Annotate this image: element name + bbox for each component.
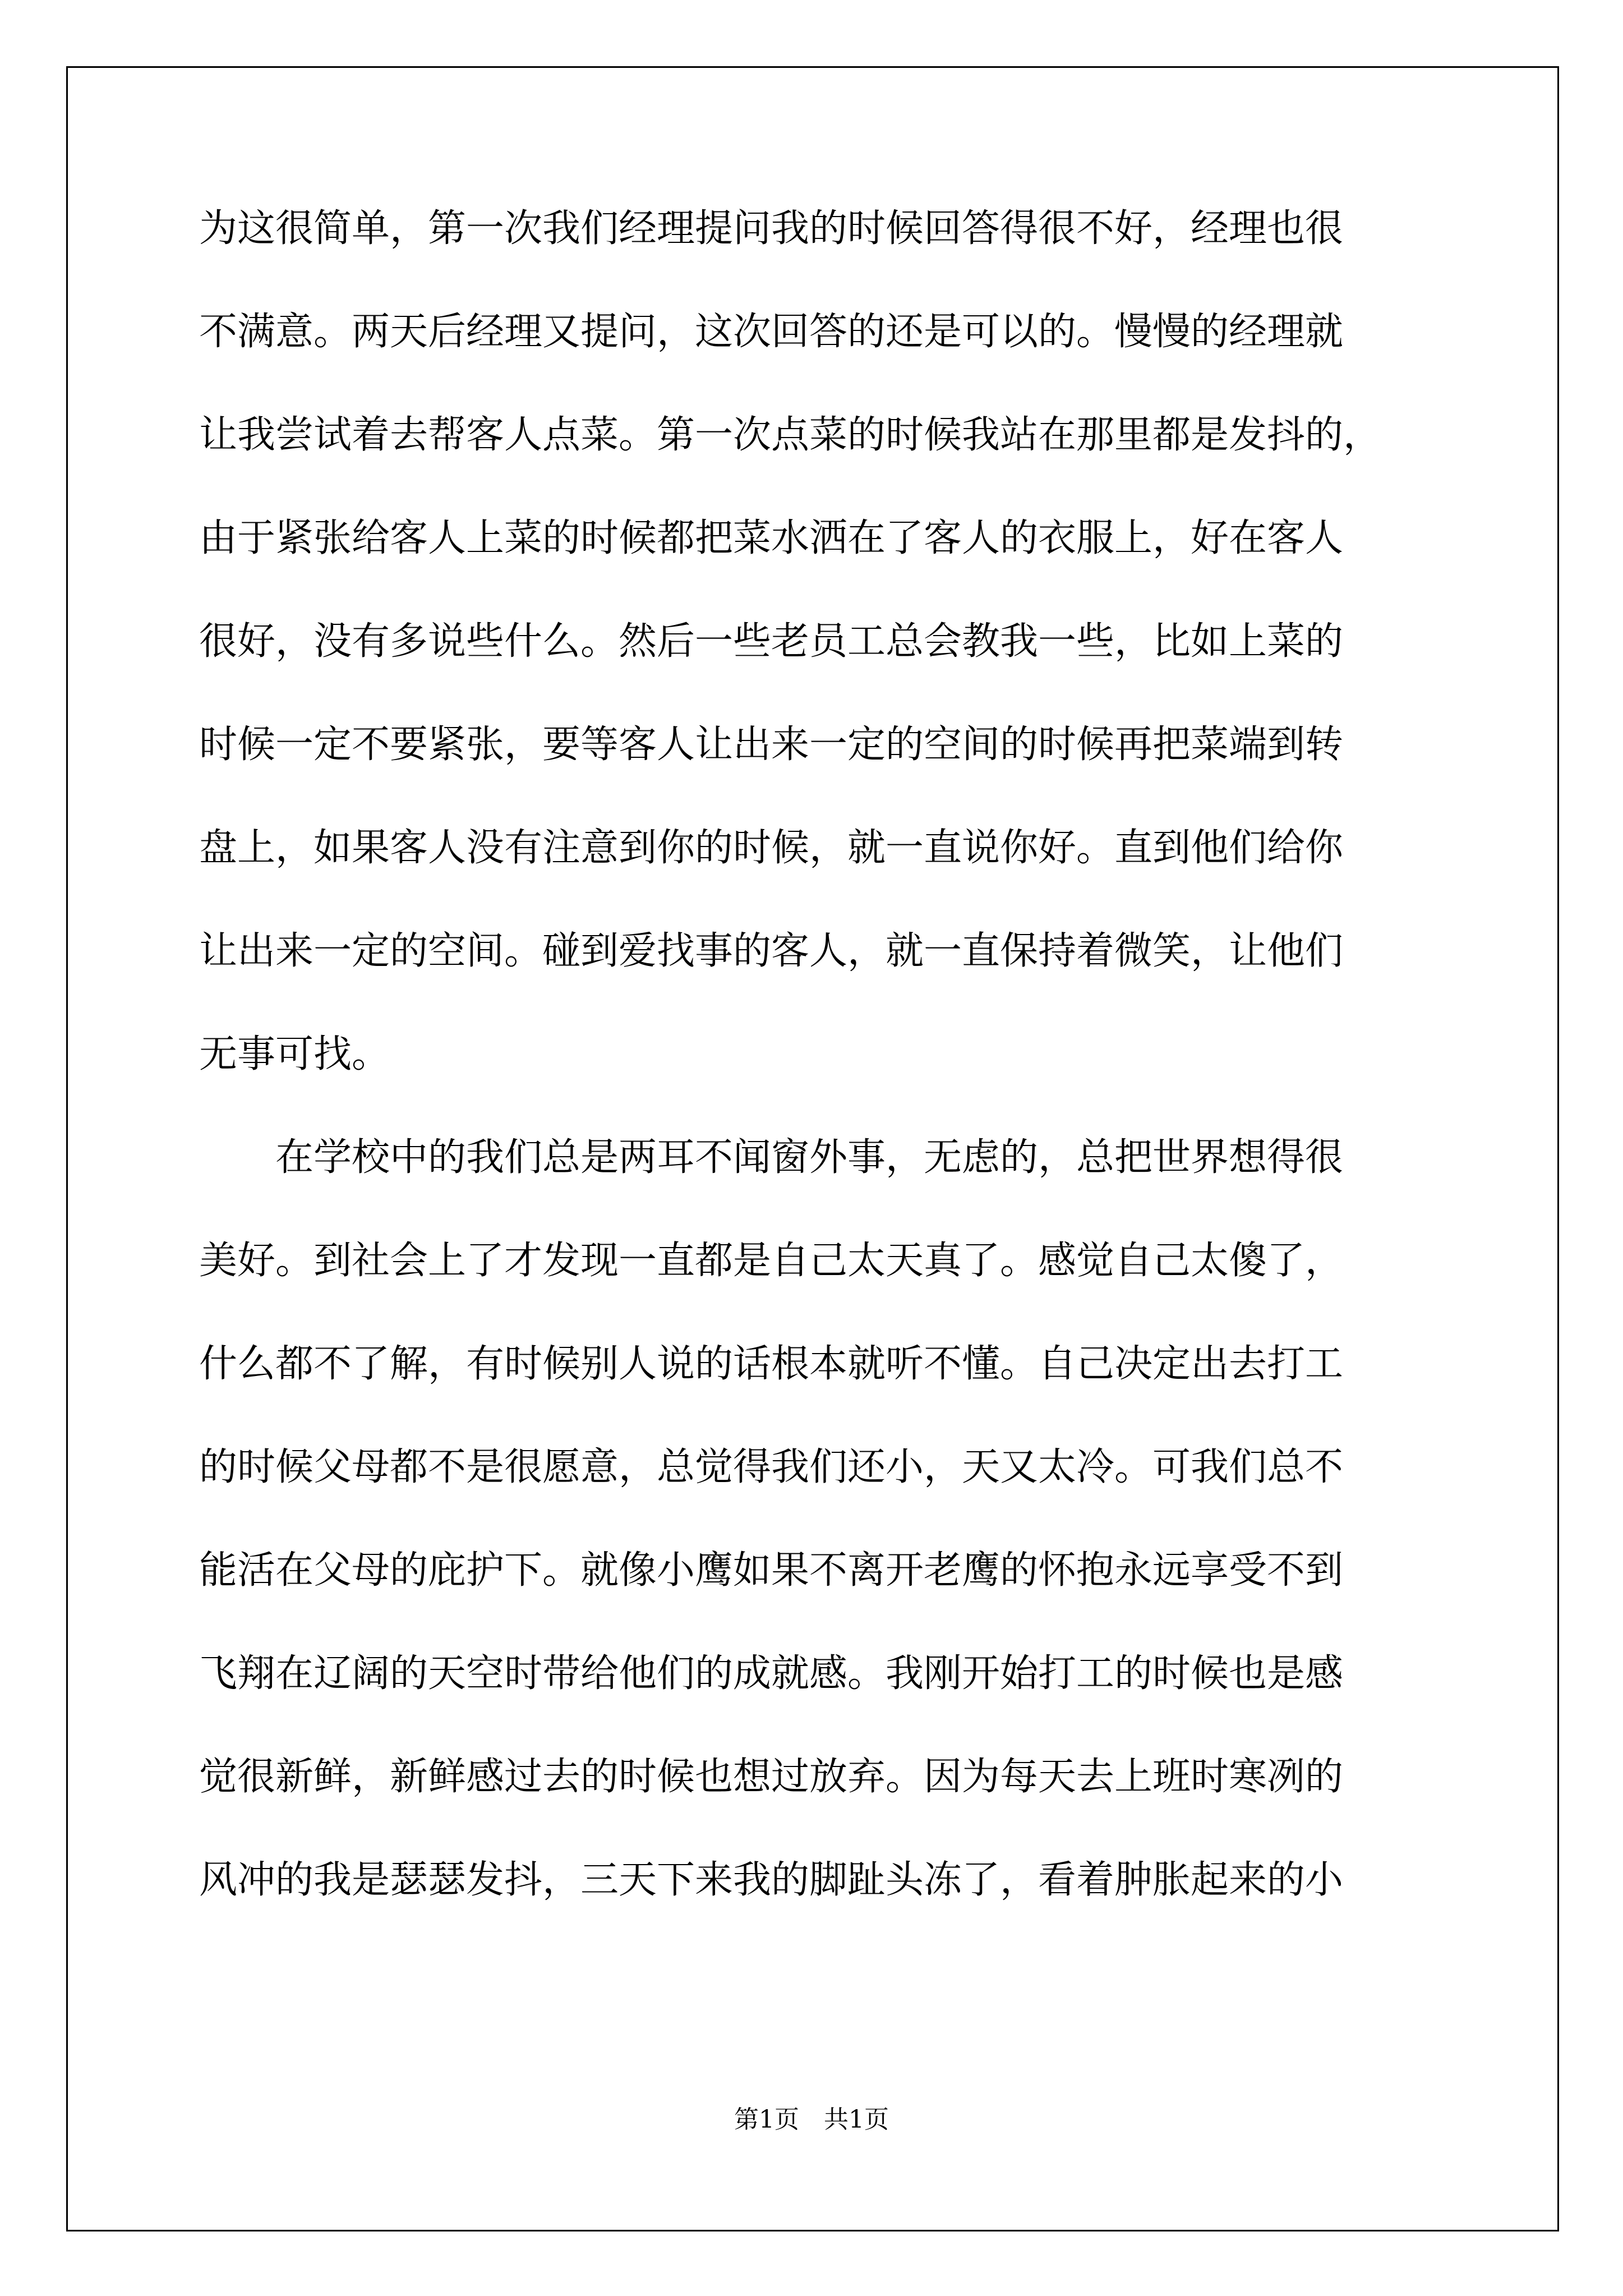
text-line: 时候一定不要紧张，要等客人让出来一定的空间的时候再把菜端到转	[199, 723, 1344, 767]
text-line: 飞翔在辽阔的天空时带给他们的成就感。我刚开始打工的时候也是感	[199, 1651, 1344, 1696]
text-line: 风冲的我是瑟瑟发抖，三天下来我的脚趾头冻了，看着肿胀起来的小	[199, 1858, 1344, 1902]
text-line: 很好，没有多说些什么。然后一些老员工总会教我一些，比如上菜的	[199, 619, 1344, 664]
text-line: 什么都不了解，有时候别人说的话根本就听不懂。自己决定出去打工	[199, 1342, 1344, 1386]
text-line: 不满意。两天后经理又提问，这次回答的还是可以的。慢慢的经理就	[199, 310, 1344, 354]
text-line: 觉很新鲜，新鲜感过去的时候也想过放弃。因为每天去上班时寒冽的	[199, 1755, 1344, 1799]
text-line: 让我尝试着去帮客人点菜。第一次点菜的时候我站在那里都是发抖的，	[199, 413, 1382, 457]
text-line: 为这很简单，第一次我们经理提问我的时候回答得很不好，经理也很	[199, 206, 1344, 251]
page-number-footer: 第1页 共1页	[734, 2105, 889, 2134]
text-line: 的时候父母都不是很愿意，总觉得我们还小，天又太冷。可我们总不	[199, 1445, 1344, 1489]
text-line: 美好。到社会上了才发现一直都是自己太天真了。感觉自己太傻了，	[199, 1239, 1344, 1283]
text-line: 让出来一定的空间。碰到爱找事的客人，就一直保持着微笑，让他们	[199, 929, 1344, 973]
text-line: 盘上，如果客人没有注意到你的时候，就一直说你好。直到他们给你	[199, 826, 1344, 870]
text-line: 由于紧张给客人上菜的时候都把菜水洒在了客人的衣服上，好在客人	[199, 516, 1344, 560]
text-line: 能活在父母的庇护下。就像小鹰如果不离开老鹰的怀抱永远享受不到	[199, 1548, 1344, 1593]
text-line: 无事可找。	[199, 1032, 390, 1076]
paragraph-start-line: 在学校中的我们总是两耳不闻窗外事，无虑的，总把世界想得很	[275, 1135, 1344, 1180]
